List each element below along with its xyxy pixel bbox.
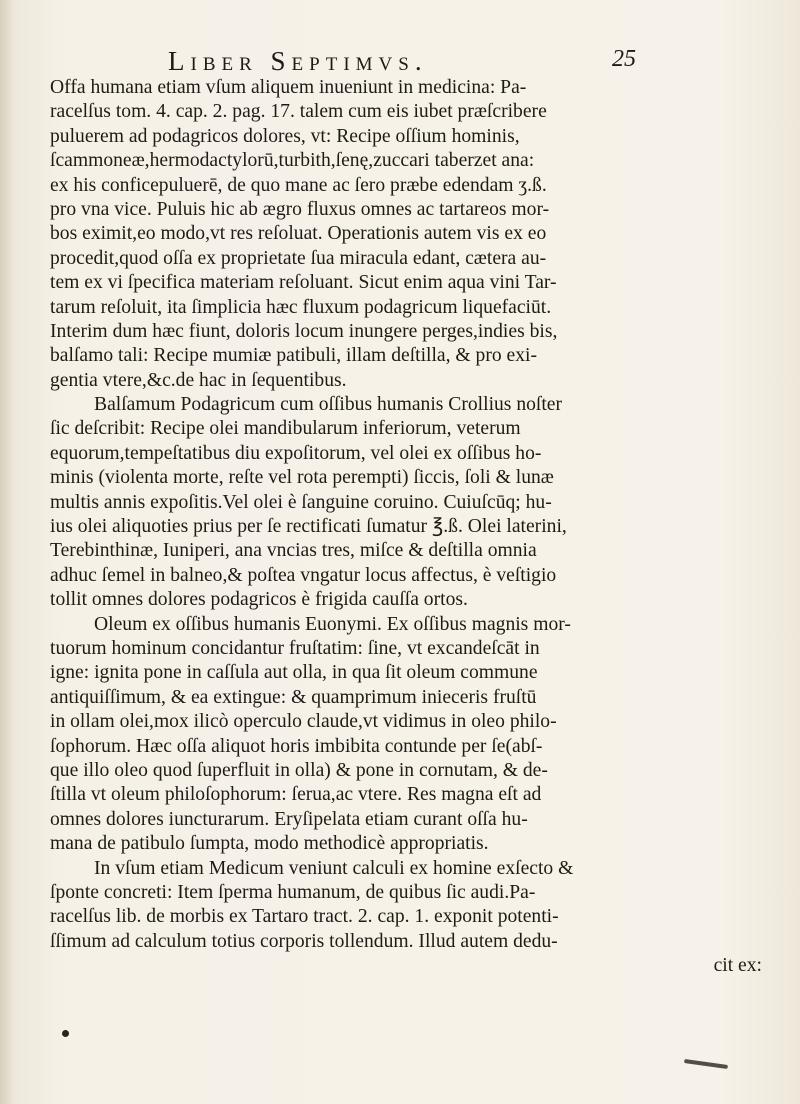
text-line: ſponte concreti: Item ſperma humanum, de quibus ſic audi.Pa-	[50, 881, 536, 903]
text-line: racelſus tom. 4. cap. 2. pag. 17. talem cum eis iubet præſcribere	[50, 101, 547, 123]
text-line: Terebinthinæ, Iuniperi, ana vncias tres, miſce & deſtilla omnia	[50, 540, 537, 562]
text-line: procedit,quod oſſa ex proprietate ſua miracula edant, cætera au-	[50, 247, 547, 269]
catchword: cit ex:	[713, 955, 762, 977]
text-line: ſcammoneæ,hermodactylorū,turbith,ſenę,zuccari taberzet ana:	[50, 150, 535, 172]
text-line: in ollam olei,mox ilicò operculo claude,vt vidimus in oleo philo-	[50, 711, 557, 733]
text-line: minis (violenta morte, reſte vel rota perempti) ſiccis, ſoli & lunæ	[50, 467, 554, 489]
text-line: gentia vtere,&c.de hac in ſequentibus.	[50, 369, 347, 391]
text-line: multis annis expoſitis.Vel olei è ſanguine coruino. Cuiuſcūq; hu-	[50, 491, 552, 513]
text-line: ſophorum. Hæc oſſa aliquot horis imbibita contunde per ſe(abſ-	[50, 735, 543, 757]
text-line: igne: ignita pone in caſſula aut olla, in qua ſit oleum commune	[50, 662, 538, 684]
text-line: bos eximit,eo modo,vt res reſoluat. Operationis autem vis ex eo	[50, 223, 547, 245]
page-fold-shadow	[0, 0, 14, 1104]
text-line: Offa humana etiam vſum aliquem inueniunt in medicina: Pa-	[50, 77, 527, 98]
text-line: racelſus lib. de morbis ex Tartaro tract. 2. cap. 1. exponit potenti-	[50, 906, 559, 928]
text-line: ex his conficepuluerē, de quo mane ac ſero præbe edendam ʒ.ß.	[50, 174, 547, 196]
text-line: pro vna vice. Puluis hic ab ægro fluxus omnes ac tartareos mor-	[50, 198, 550, 220]
text-line: balſamo tali: Recipe mumiæ patibuli, illam deſtilla, & pro exi-	[50, 345, 538, 367]
running-title: Liber Septimvs.	[168, 46, 428, 76]
text-line: Interim dum hæc fiunt, doloris locum inungere perges,indies bis,	[50, 320, 558, 342]
text-line: tem ex vi ſpecifica materiam reſoluant. Sicut enim aqua vini Tar-	[50, 272, 557, 294]
text-line: adhuc ſemel in balneo,& poſtea vngatur locus affectus, è veſtigio	[50, 564, 557, 586]
text-line: ius olei aliquoties prius per ſe rectificati ſumatur ℥.ß. Olei laterini,	[50, 516, 567, 538]
ink-smudge	[684, 1059, 728, 1069]
text-line: mana de patibulo ſumpta, modo methodicè appropriatis.	[50, 833, 489, 855]
text-line: antiquiſſimum, & ea extingue: & quamprimum inieceris fruſtū	[50, 686, 537, 708]
text-line: que illo oleo quod ſuperfluit in olla) & pone in cornutam, & de-	[50, 759, 548, 781]
text-line: omnes dolores iuncturarum. Eryſipelata etiam curant oſſa hu-	[50, 808, 528, 830]
text-line: ſſimum ad calculum totius corporis tollendum. Illud autem dedu-	[50, 930, 558, 952]
text-line: tuorum hominum concidantur fruſtatim: ſine, vt excandeſcāt in	[50, 637, 540, 659]
text-line: Oleum ex oſſibus humanis Euonymi. Ex oſſibus magnis mor-	[94, 613, 571, 635]
text-line: ſtilla vt oleum philoſophorum: ſerua,ac vtere. Res magna eſt ad	[50, 784, 542, 806]
text-line: tarum reſoluit, ita ſimplicia hæc fluxum podagricum liquefaciūt.	[50, 296, 552, 318]
text-line: In vſum etiam Medicum veniunt calculi ex homine exſecto &	[94, 857, 574, 879]
text-line: ſic deſcribit: Recipe olei mandibularum inferiorum, veterum	[50, 418, 521, 440]
text-line: Balſamum Podagricum cum oſſibus humanis Crollius noſter	[94, 394, 563, 416]
text-line: equorum,tempeſtatibus diu expoſitorum, vel olei ex oſſibus ho-	[50, 442, 542, 464]
ink-dot	[62, 1030, 69, 1037]
body-text	[50, 76, 766, 978]
text-line: puluerem ad podagricos dolores, vt: Recipe oſſium hominis,	[50, 125, 520, 147]
text-line: tollit omnes dolores podagricos è frigida cauſſa ortos.	[50, 589, 468, 611]
page-number: 25	[612, 46, 636, 72]
